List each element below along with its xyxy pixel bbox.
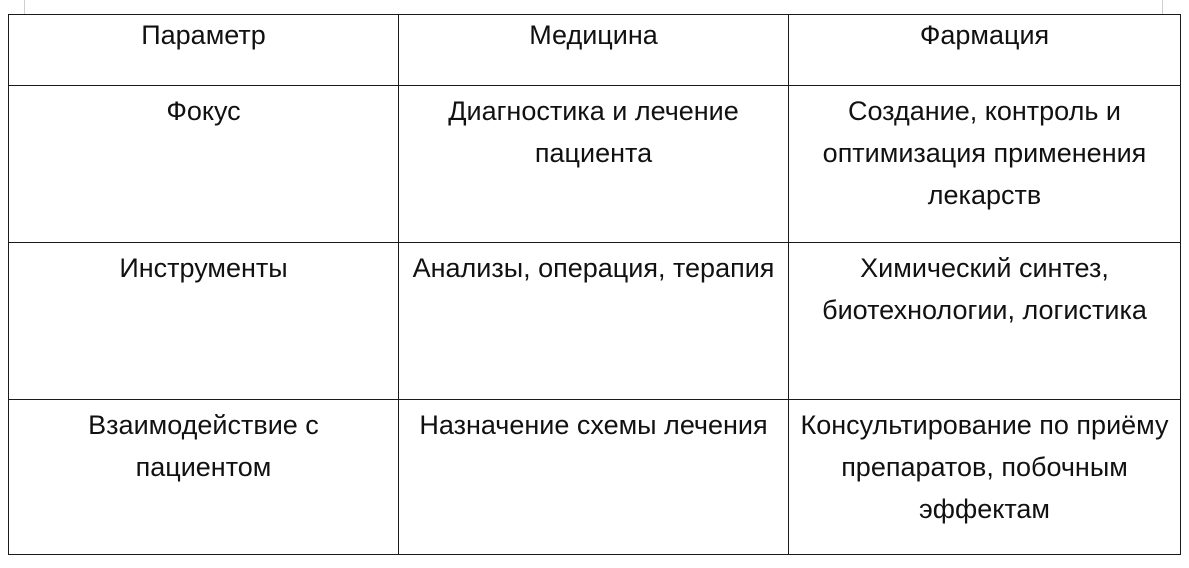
row-parameter-cell: Инструменты xyxy=(9,243,399,400)
page-guide-left xyxy=(24,0,25,14)
row-pharmacy-cell: Создание, контроль и оптимизация применения лекарств xyxy=(789,86,1181,243)
table-header-row xyxy=(9,15,1181,86)
table-row xyxy=(9,86,1181,243)
header-pharmacy xyxy=(789,15,1181,86)
header-medicine xyxy=(399,15,789,86)
row-parameter-cell: Взаимодействие с пациентом xyxy=(9,400,399,555)
row-parameter-cell: Фокус xyxy=(9,86,399,243)
header-parameter xyxy=(9,15,399,86)
header-medicine-label: Медицина xyxy=(529,20,658,50)
table-row xyxy=(9,243,1181,400)
row-medicine-cell: Анализы, операция, терапия xyxy=(399,243,789,400)
comparison-table xyxy=(8,14,1181,555)
row-pharmacy-cell: Химический синтез, биотехнологии, логистика xyxy=(789,243,1181,400)
page-guide-right xyxy=(1162,0,1163,14)
header-parameter-label: Параметр xyxy=(141,20,266,50)
row-medicine-cell: Назначение схемы лечения xyxy=(399,400,789,555)
header-pharmacy-label: Фармация xyxy=(919,20,1050,50)
row-pharmacy-cell: Консультирование по приёму препаратов, побочным эффектам xyxy=(789,400,1181,555)
table-row xyxy=(9,400,1181,555)
row-medicine-cell: Диагностика и лечение пациента xyxy=(399,86,789,243)
